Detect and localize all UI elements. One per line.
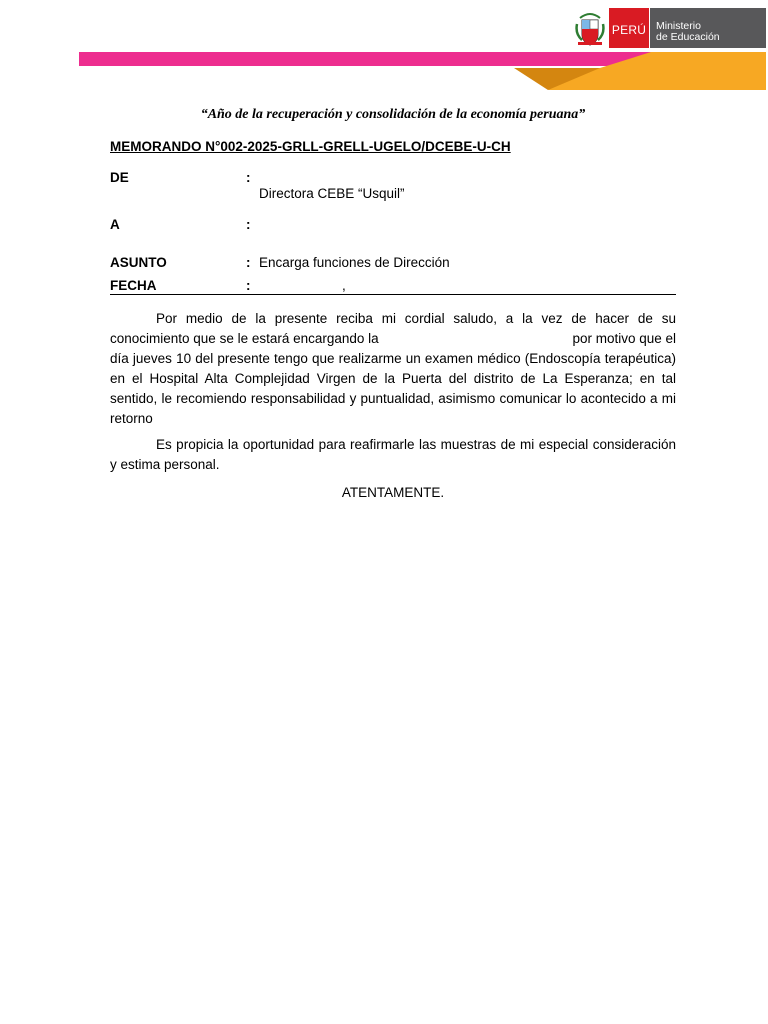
decorative-header-band [0,48,768,92]
closing-salutation: ATENTAMENTE. [341,485,445,500]
p1-line-1: Por medio de la presente reciba mi cordial saludo, a la vez de hacer de su [156,311,676,326]
field-label-de: DE [110,170,129,185]
year-motto: “Año de la recuperación y consolidación de la economía peruana” [200,107,586,122]
p2-line-2: y estima personal. [110,457,220,472]
field-label-fecha: FECHA [110,278,157,293]
p1-line-5: sentido, le recomiendo responsabilidad y puntualidad, asimismo comunicar lo acontecido a mi [110,391,676,406]
p1-line-4: en el Hospital Alta Complejidad Virgen de la Puerta del distrito de La Esperanza; en tal [110,371,676,386]
country-label: PERÚ [611,23,647,37]
field-colon-fecha: : [246,278,251,293]
peru-logo-box [609,8,649,48]
p1-line-6: retorno [110,411,153,426]
memo-title: MEMORANDO N°002-2025-GRLL-GRELL-UGELO/DCEBE-U-CH [110,139,511,154]
field-label-a: A [110,217,120,232]
p2-line-1: Es propicia la oportunidad para reafirmarle las muestras de mi especial consideración [156,437,676,452]
field-colon-asunto: : [246,255,251,270]
ministry-name-line1: Ministerio [656,20,701,32]
field-value-fecha: , [342,278,346,293]
p1-line-3: día jueves 10 del presente tengo que realizarme un examen médico (Endoscopía terapéutica) [110,351,676,366]
p1-line-2-start: conocimiento que se le estará encargando la [110,331,379,346]
body-paragraph-1 [110,309,676,429]
ministry-logo-box [650,8,766,48]
ministry-name-line2: de Educación [656,31,720,43]
field-value-asunto: Encarga funciones de Dirección [259,255,450,270]
field-value-de: Directora CEBE “Usquil” [259,186,405,201]
national-coat-of-arms-icon [574,8,606,48]
p1-line-2-end: por motivo que el [572,331,676,346]
field-colon-a: : [246,217,251,232]
body-paragraph-2 [110,435,676,475]
header-divider [110,294,676,295]
p1-line-2 [110,329,676,349]
field-label-asunto: ASUNTO [110,255,167,270]
field-colon-de: : [246,170,251,185]
